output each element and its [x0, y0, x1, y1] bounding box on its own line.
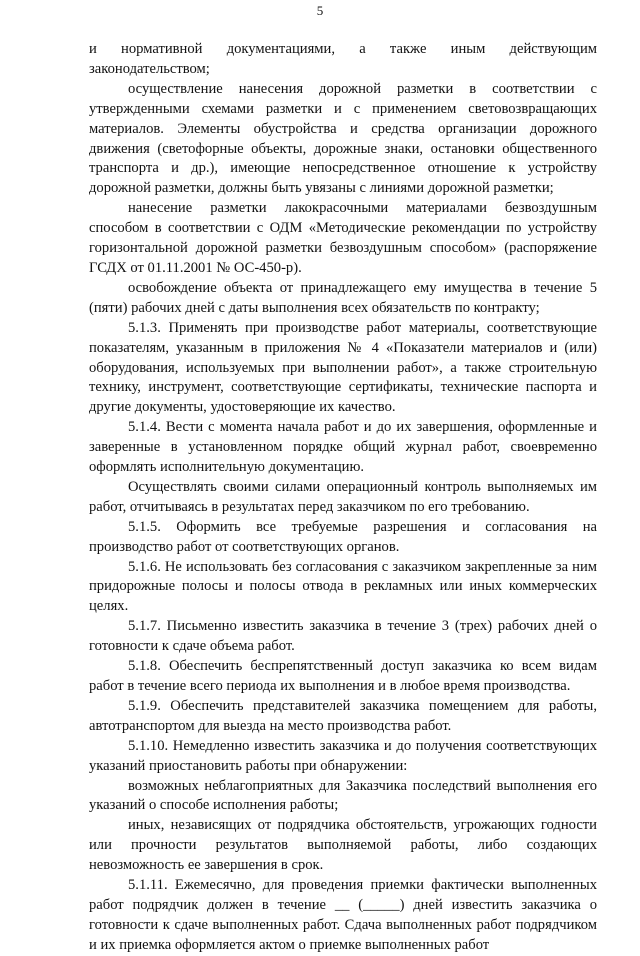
paragraph: и нормативной документациями, а также иным действующим законодательством;	[89, 41, 597, 77]
document-body	[89, 40, 597, 956]
paragraph: 5.1.3. Применять при производстве работ материалы, соответствующие показателям, указанным в приложения № 4 «Показатели материалов и (или) оборудования, используемых при выполнении работ», а также строительную технику, инструмент, соответствующие сертификаты, технические паспорта и другие документы, удостоверяющие их качество.	[89, 319, 597, 416]
paragraph: нанесение разметки лакокрасочными материалами безвоздушным способом в соответствии с ОДМ «Методические рекомендации по устройству горизонтальной дорожной разметки безвоздушным способом» (распоряжение ГСДХ от 01.11.2001 № ОС-450-р).	[89, 200, 597, 276]
paragraph: 5.1.8. Обеспечить беспрепятственный доступ заказчика ко всем видам работ в течение всего периода их выполнения и в любое время производства.	[89, 658, 597, 694]
paragraph: Осуществлять своими силами операционный контроль выполняемых им работ, отчитываясь в результатах перед заказчиком по его требованию.	[89, 478, 597, 515]
paragraph: иных, независящих от подрядчика обстоятельств, угрожающих годности или прочности результатов выполняемой работы, либо создающих невозможность ее завершения в срок.	[89, 817, 597, 874]
paragraph: 5.1.7. Письменно известить заказчика в течение 3 (трех) рабочих дней о готовности к сдаче объема работ.	[89, 618, 597, 655]
paragraph: 5.1.10. Немедленно известить заказчика и до получения соответствующих указаний приостановить работы при обнаружении:	[89, 737, 597, 774]
paragraph: осуществление нанесения дорожной разметки в соответствии с утвержденными схемами разметки и с применением световозвращающих материалов. Элементы обустройства и средства организации дорожного движения (светофорные объекты, дорожные знаки, остановки общественного транспорта и др.), имеющие непосредственное отношение к устройству дорожной разметки, должны быть увязаны с линиями дорожной разметки;	[89, 80, 597, 197]
paragraph: 5.1.9. Обеспечить представителей заказчика помещением для работы, автотранспортом для выезда на место производства работ.	[89, 697, 597, 734]
paragraph: 5.1.11. Ежемесячно, для проведения приемки фактически выполненных работ подрядчик должен в течение __ (_____) дней известить заказчика о готовности к сдаче выполненных работ. Сдача выполненных работ подрядчиком и их приемка оформляется актом о приемке выполненных работ	[89, 877, 597, 953]
paragraph: возможных неблагоприятных для Заказчика последствий выполнения его указаний о способе исполнения работы;	[89, 777, 597, 814]
paragraph: 5.1.6. Не использовать без согласования с заказчиком закрепленные за ним придорожные полосы и полосы отвода в рекламных или иных коммерческих целях.	[89, 558, 597, 615]
page-number: 5	[316, 3, 324, 18]
paragraph: 5.1.5. Оформить все требуемые разрешения и согласования на производство работ от соответствующих органов.	[89, 518, 597, 555]
paragraph: освобождение объекта от принадлежащего ему имущества в течение 5 (пяти) рабочих дней с даты выполнения всех обязательств по контракту;	[89, 279, 597, 316]
paragraph: 5.1.4. Вести с момента начала работ и до их завершения, оформленные и заверенные в установленном порядке общий журнал работ, своевременно оформлять исполнительную документацию.	[89, 419, 597, 476]
